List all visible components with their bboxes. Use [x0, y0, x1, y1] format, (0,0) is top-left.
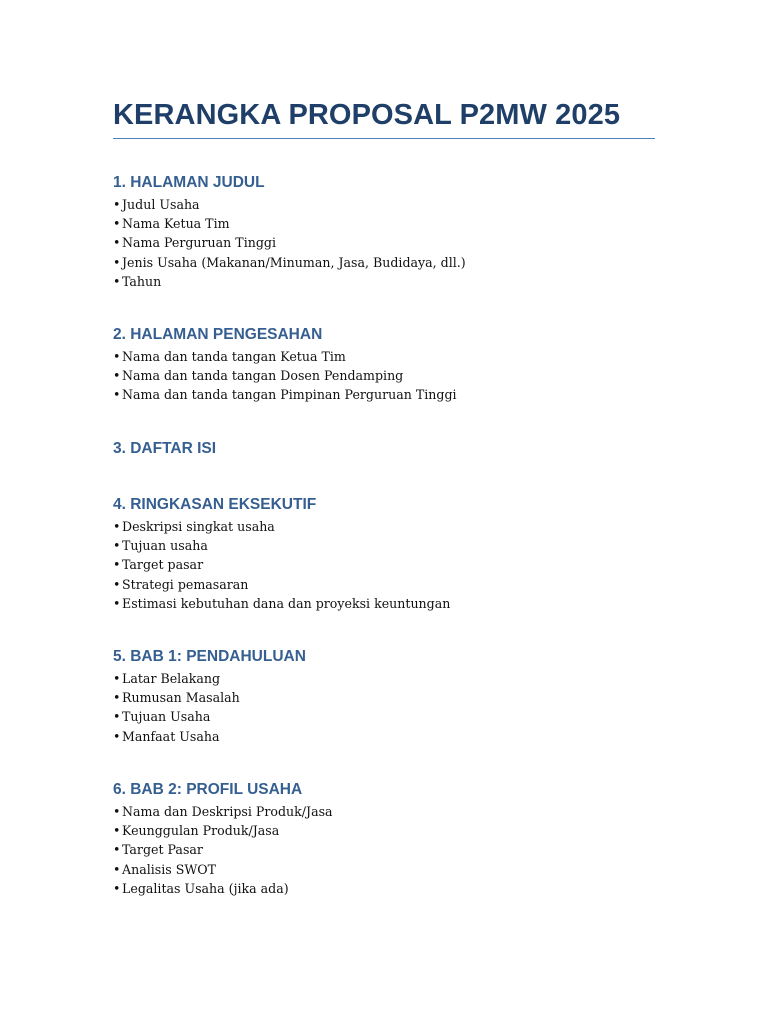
bullet-icon: • [113, 368, 121, 384]
list-item [113, 555, 450, 574]
section-heading: 3. DAFTAR ISI [113, 440, 217, 457]
list-item [113, 840, 333, 859]
section-ringkasan-eksekutif [113, 495, 450, 613]
section-heading: 1. HALAMAN JUDUL [113, 174, 265, 191]
bullet-icon: • [113, 804, 121, 819]
list-item [113, 688, 306, 707]
document-page [113, 96, 655, 896]
list-item-text: Nama dan tanda tangan Ketua Tim [122, 349, 346, 364]
list-item [113, 233, 466, 252]
list-item [113, 575, 450, 594]
list-item-text: Tujuan usaha [122, 538, 208, 554]
bullet-icon: • [113, 709, 121, 725]
list-item [113, 517, 450, 536]
list-item [113, 536, 450, 555]
list-item-text: Nama dan tanda tangan Pimpinan Perguruan Tinggi [122, 387, 457, 403]
list-item-text: Latar Belakang [122, 671, 221, 686]
list-item-text: Nama dan Deskripsi Produk/Jasa [122, 804, 333, 819]
list-item-text: Target Pasar [122, 842, 203, 858]
list-item [113, 860, 333, 879]
bullet-icon: • [113, 842, 121, 858]
list-item-text: Keunggulan Produk/Jasa [122, 823, 280, 839]
section-daftar-isi [113, 439, 216, 461]
list-item [113, 669, 306, 688]
bullet-icon: • [113, 728, 121, 744]
list-item [113, 347, 457, 366]
bullet-icon: • [113, 273, 121, 289]
list-item-text: Nama Perguruan Tinggi [122, 235, 276, 251]
bullet-icon: • [113, 387, 121, 403]
list-item [113, 727, 306, 746]
item-list [113, 195, 466, 291]
item-list [113, 347, 457, 405]
list-item [113, 879, 333, 898]
section-bab-1-pendahuluan [113, 647, 306, 746]
list-item-text: Manfaat Usaha [122, 728, 220, 744]
bullet-icon: • [113, 690, 121, 706]
list-item [113, 253, 466, 272]
bullet-icon: • [113, 538, 121, 554]
bullet-icon: • [113, 519, 121, 534]
section-heading: 2. HALAMAN PENGESAHAN [113, 326, 323, 343]
bullet-icon: • [113, 823, 121, 839]
list-item-text: Judul Usaha [122, 197, 200, 212]
bullet-icon: • [113, 595, 121, 611]
list-item-text: Jenis Usaha (Makanan/Minuman, Jasa, Budidaya, dll.) [122, 254, 466, 270]
list-item-text: Deskripsi singkat usaha [122, 519, 275, 534]
list-item [113, 272, 466, 291]
list-item-text: Rumusan Masalah [122, 690, 240, 706]
item-list [113, 669, 306, 746]
bullet-icon: • [113, 576, 121, 592]
section-heading: 4. RINGKASAN EKSEKUTIF [113, 496, 317, 513]
list-item-text: Tujuan Usaha [122, 709, 211, 725]
list-item-text: Analisis SWOT [122, 861, 217, 877]
section-heading: 6. BAB 2: PROFIL USAHA [113, 781, 303, 798]
document-title: KERANGKA PROPOSAL P2MW 2025 [113, 96, 655, 139]
list-item [113, 594, 450, 613]
bullet-icon: • [113, 880, 121, 896]
bullet-icon: • [113, 349, 121, 364]
section-heading: 5. BAB 1: PENDAHULUAN [113, 648, 306, 665]
bullet-icon: • [113, 861, 121, 877]
bullet-icon: • [113, 235, 121, 251]
bullet-icon: • [113, 216, 121, 232]
list-item [113, 214, 466, 233]
bullet-icon: • [113, 197, 121, 212]
bullet-icon: • [113, 254, 121, 270]
list-item-text: Legalitas Usaha (jika ada) [122, 880, 289, 896]
list-item [113, 366, 457, 385]
list-item-text: Estimasi kebutuhan dana dan proyeksi keuntungan [122, 595, 451, 611]
list-item [113, 821, 333, 840]
list-item-text: Nama dan tanda tangan Dosen Pendamping [122, 368, 404, 384]
bullet-icon: • [113, 557, 121, 573]
list-item [113, 385, 457, 404]
bullet-icon: • [113, 671, 121, 686]
list-item-text: Strategi pemasaran [122, 576, 249, 592]
item-list [113, 802, 333, 898]
section-halaman-judul [113, 173, 466, 291]
list-item [113, 195, 466, 214]
section-bab-2-profil-usaha [113, 780, 333, 898]
list-item [113, 802, 333, 821]
item-list [113, 517, 450, 613]
list-item-text: Nama Ketua Tim [122, 216, 230, 232]
section-halaman-pengesahan [113, 325, 457, 405]
list-item-text: Target pasar [122, 557, 204, 573]
list-item [113, 707, 306, 726]
list-item-text: Tahun [122, 273, 162, 289]
